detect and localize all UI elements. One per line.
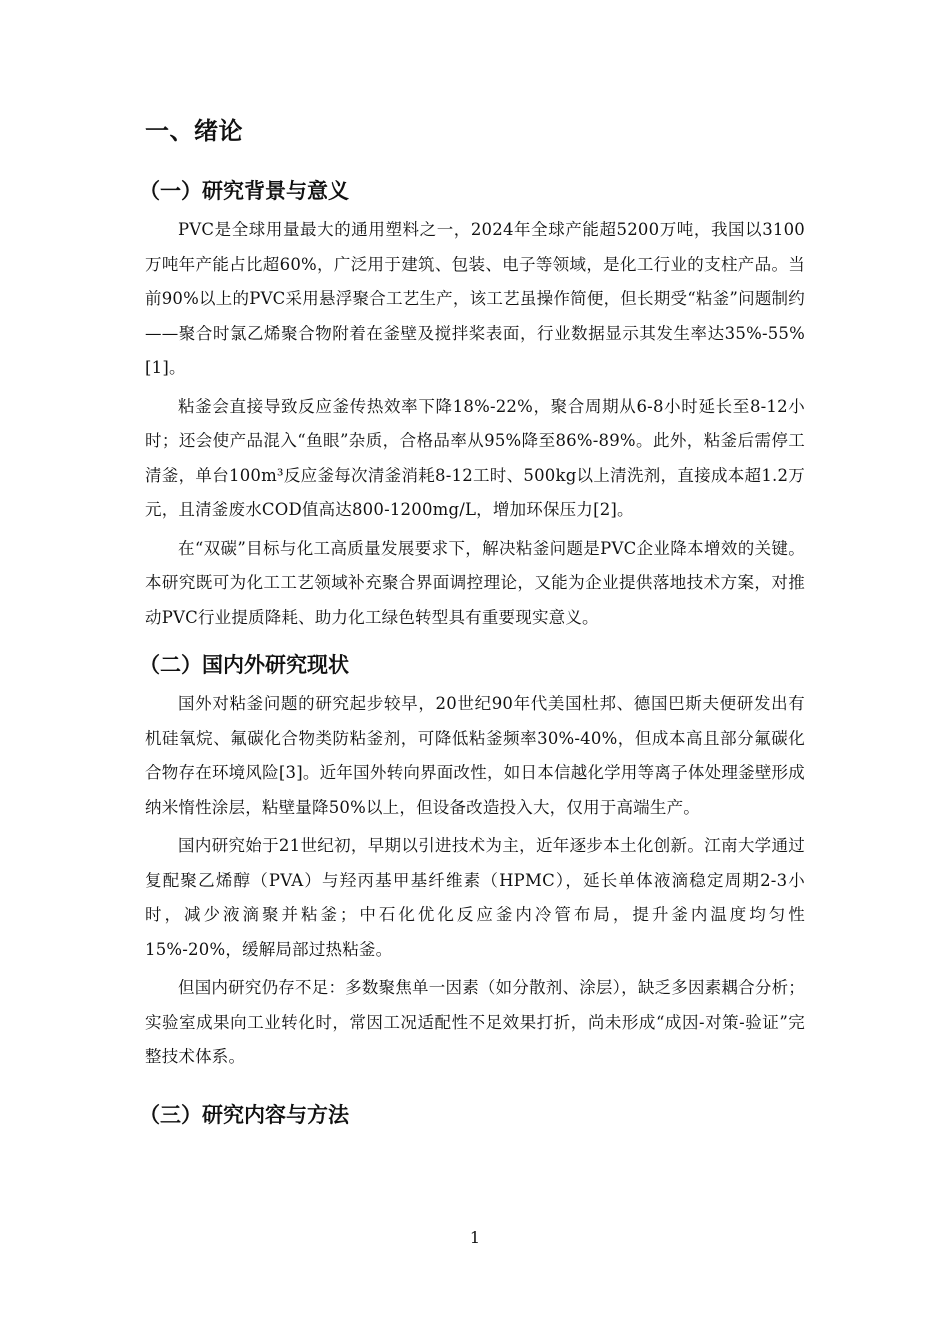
section-heading-content-methods: （三）研究内容与方法 bbox=[139, 1102, 349, 1127]
chapter-title: 一、绪论 bbox=[145, 117, 243, 145]
paragraph-background-3: 在“双碳”目标与化工高质量发展要求下，解决粘釜问题是PVC企业降本增效的关键。本研究既可为化工工艺领域补充聚合界面调控理论，又能为企业提供落地技术方案，对推动PVC行业提质降耗、助力化工绿色转型具有重要现实意义。 bbox=[145, 538, 805, 627]
paragraph-background-2: 粘釜会直接导致反应釜传热效率下降18%-22%，聚合周期从6-8小时延长至8-12小时；还会使产品混入“鱼眼”杂质，合格品率从95%降至86%-89%。此外，粘釜后需停工清釜，单台100m³反应釜每次清釜消耗8-12工时、500kg以上清洗剂，直接成本超1.2万元，且清釜废水COD值高达800-1200mg/L，增加环保压力[2]。 bbox=[145, 396, 805, 519]
section-heading-background: （一）研究背景与意义 bbox=[139, 179, 349, 203]
paragraph-status-1: 国外对粘釜问题的研究起步较早，20世纪90年代美国杜邦、德国巴斯夫便研发出有机硅氧烷、氟碳化合物类防粘釜剂，可降低粘釜频率30%-40%，但成本高且部分氟碳化合物存在环境风险[3]。近年国外转向界面改性，如日本信越化学用等离子体处理釜壁形成纳米惰性涂层，粘壁量降50%以上，但设备改造投入大，仅用于高端生产。 bbox=[145, 694, 805, 817]
page-number: 1 bbox=[469, 1228, 481, 1247]
section-heading-research-status: （二）国内外研究现状 bbox=[139, 653, 349, 677]
paragraph-status-2: 国内研究始于21世纪初，早期以引进技术为主，近年逐步本土化创新。江南大学通过复配聚乙烯醇（PVA）与羟丙基甲基纤维素（HPMC），延长单体液滴稳定周期2-3小时，减少液滴聚并粘釜；中石化优化反应釜内冷管布局，提升釜内温度均匀性15%-20%，缓解局部过热粘釜。 bbox=[145, 836, 805, 959]
paragraph-status-3: 但国内研究仍存不足：多数聚焦单一因素（如分散剂、涂层），缺乏多因素耦合分析；实验室成果向工业转化时，常因工况适配性不足效果打折，尚未形成“成因-对策-验证”完整技术体系。 bbox=[145, 978, 805, 1066]
page-body bbox=[139, 112, 805, 1137]
paragraph-background-1: PVC是全球用量最大的通用塑料之一，2024年全球产能超5200万吨，我国以3100万吨年产能占比超60%，广泛用于建筑、包装、电子等领域，是化工行业的支柱产品。当前90%以上的PVC采用悬浮聚合工艺生产，该工艺虽操作简便，但长期受“粘釜”问题制约——聚合时氯乙烯聚合物附着在釜壁及搅拌桨表面，行业数据显示其发生率达35%-55%[1]。 bbox=[145, 220, 805, 377]
